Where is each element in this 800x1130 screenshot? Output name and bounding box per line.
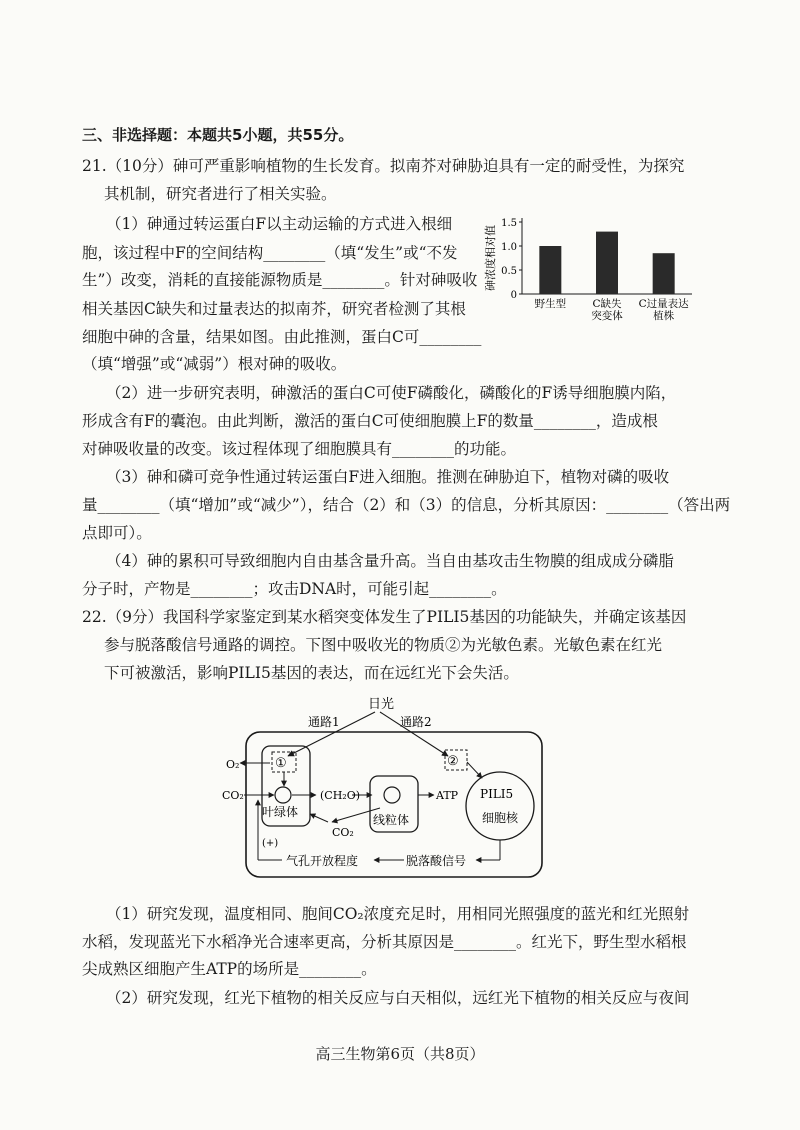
path2-label: 通路2 [400,715,432,729]
q21-line-15: （4）砷的累积可导致细胞内自由基含量升高。当自由基攻击生物膜的组成成分磷脂 [106,552,674,570]
mitochondrion-label: 线粒体 [373,813,410,827]
page-footer: 高三生物第6页（共8页） [315,1045,485,1063]
y-tick-label: 0 [510,290,517,301]
pathway-diagram [220,690,560,895]
q21-line-16: 分子时，产物是________；攻击DNA时，可能引起________。 [82,580,507,598]
q22-sub1-line-1: （1）研究发现，温度相同、胞间CO₂浓度充足时，用相同光照强度的蓝光和红光照射 [106,905,690,923]
x-category-label: 野生型 [534,298,567,310]
plus-label: (+) [262,838,279,849]
nucleus-label: 细胞核 [482,811,519,825]
bar-1 [539,246,561,294]
o2-label: O₂ [226,758,240,771]
chloroplast-circle [275,787,291,803]
q21-line-5: 生”）改变，消耗的直接能源物质是________。针对砷吸收 [82,271,478,289]
x-category-label: C过量表达 [638,298,689,310]
q21-line-9: （2）进一步研究表明，砷激活的蛋白C可使F磷酸化，磷酸化的F诱导细胞膜内陷， [106,384,677,402]
q21-line-1: 21.（10分）砷可严重影响植物的生长发育。拟南芥对砷胁迫具有一定的耐受性，为探究 [82,157,685,175]
q22-line-3: 下可被激活，影响PILI5基因的表达，而在远红光下会失活。 [104,664,519,682]
q21-line-8: （填“增强”或“减弱”）根对砷的吸收。 [82,355,347,373]
q21-line-7: 细胞中砷的含量，结果如图。由此推测，蛋白C可________ [82,328,482,346]
nucleus-circle [466,772,534,840]
y-axis-label: 砷浓度相对值 [484,225,497,291]
q22-sub1-line-3: 尖成熟区细胞产生ATP的场所是________。 [82,960,377,978]
q21-line-10: 形成含有F的囊泡。由此判断，激活的蛋白C可使细胞膜上F的数量________，造成根 [82,412,658,430]
atp-label: ATP [436,789,459,802]
arsenic-bar-chart [484,212,704,332]
x-category-label: 突变体 [591,310,623,322]
q22-sub2-line-1: （2）研究发现，红光下植物的相关反应与白天相似，远红光下植物的相关反应与夜间 [106,989,690,1007]
gene-label: PILI5 [480,787,514,801]
y-tick-label: 1.5 [501,218,517,229]
x-category-label: C缺失 [592,298,622,310]
circled-2: ② [447,754,459,769]
q21-line-6: 相关基因C缺失和过量表达的拟南芥，研究者检测了其根 [82,300,466,318]
sunlight-label: 日光 [368,697,395,712]
chloroplast-label: 叶绿体 [262,805,299,819]
bar-2 [596,232,618,294]
q22-sub1-line-2: 水稻，发现蓝光下水稻净光合速率更高，分析其原因是________。红光下，野生型水稻根 [82,933,687,951]
section-header: 三、非选择题：本题共5小题，共55分。 [82,126,354,144]
q22-line-2: 参与脱落酸信号通路的调控。下图中吸收光的物质②为光敏色素。光敏色素在红光 [104,636,663,654]
q21-line-14: 点即可）。 [82,524,152,542]
co2-out-label: CO₂ [332,826,354,839]
x-category-label: 植株 [653,310,675,322]
q21-line-11: 对砷吸收量的改变。该过程体现了细胞膜具有________的功能。 [82,440,517,458]
ch2o-label: (CH₂O) [320,789,361,802]
path1-label: 通路1 [308,715,340,729]
y-tick-label: 0.5 [501,266,517,277]
stomata-label: 气孔开放程度 [286,854,359,868]
y-tick-label: 1.0 [501,242,517,253]
q22-line-1: 22.（9分）我国科学家鉴定到某水稻突变体发生了PILI5基因的功能缺失，并确定该基因 [82,608,687,626]
circled-1: ① [275,756,287,771]
q21-line-4: 胞，该过程中F的空间结构________（填“发生”或“不发 [82,244,458,262]
q21-line-3: （1）砷通过转运蛋白F以主动运输的方式进入根细 [106,215,453,233]
bar-3 [653,253,675,294]
q21-line-2: 其机制，研究者进行了相关实验。 [104,185,337,203]
mitochondrion-circle [384,787,400,803]
aba-label: 脱落酸信号 [406,854,467,868]
q21-line-12: （3）砷和磷可竞争性通过转运蛋白F进入细胞。推测在砷胁迫下，植物对磷的吸收 [106,468,670,486]
co2-in-label: CO₂ [222,789,244,802]
q21-line-13: 量________（填“增加”或“减少”），结合（2）和（3）的信息，分析其原因：________（答出两 [82,496,731,514]
